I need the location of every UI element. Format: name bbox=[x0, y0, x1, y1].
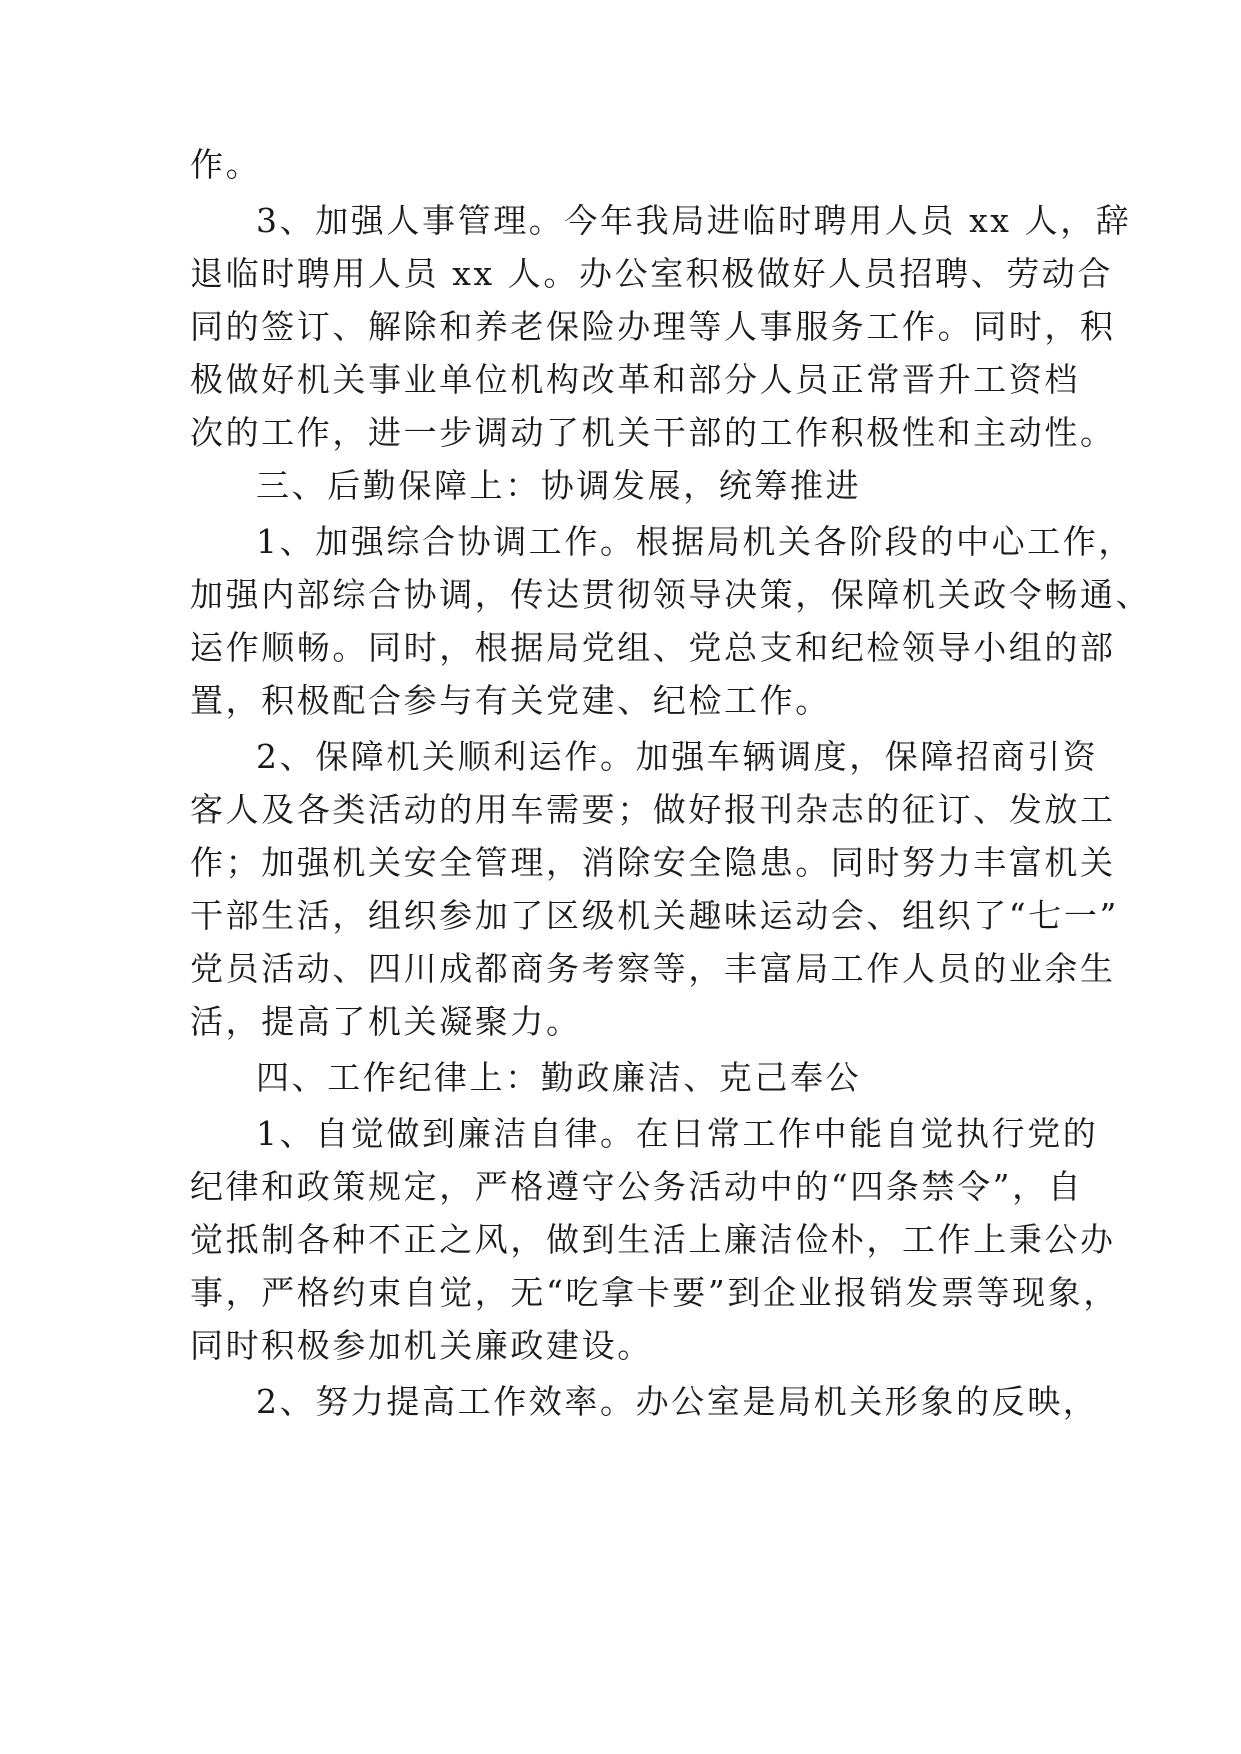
text-line: 退临时聘用人员 xx 人。办公室积极做好人员招聘、劳动合 bbox=[190, 254, 1114, 293]
text-line: 作。 bbox=[190, 145, 262, 184]
text-line: 同时积极参加机关廉政建设。 bbox=[190, 1326, 653, 1365]
text-line: 党员活动、四川成都商务考察等，丰富局工作人员的业余生 bbox=[190, 949, 1116, 988]
section-heading: 三、后勤保障上：协调发展，统筹推进 bbox=[256, 466, 862, 505]
text-line: 活，提高了机关凝聚力。 bbox=[190, 1002, 582, 1041]
text-line: 事，严格约束自觉，无“吃拿卡要”到企业报销发票等现象， bbox=[190, 1273, 1119, 1312]
text-line: 运作顺畅。同时，根据局党组、党总支和纪检领导小组的部 bbox=[190, 628, 1116, 667]
text-line: 作；加强机关安全管理，消除安全隐患。同时努力丰富机关 bbox=[190, 843, 1116, 882]
text-line: 客人及各类活动的用车需要；做好报刊杂志的征订、发放工 bbox=[190, 790, 1116, 829]
text-line: 纪律和政策规定，严格遵守公务活动中的“四条禁令”，自 bbox=[190, 1167, 1084, 1206]
text-line: 同的签订、解除和养老保险办理等人事服务工作。同时，积 bbox=[190, 307, 1116, 346]
section-heading: 四、工作纪律上：勤政廉洁、克己奉公 bbox=[256, 1058, 862, 1097]
paragraph-first-line: 1、加强综合协调工作。根据局机关各阶段的中心工作， bbox=[256, 522, 1134, 561]
paragraph-first-line: 3、加强人事管理。今年我局进临时聘用人员 xx 人，辞 bbox=[256, 201, 1132, 240]
paragraph-first-line: 1、自觉做到廉洁自律。在日常工作中能自觉执行党的 bbox=[256, 1114, 1099, 1153]
text-line: 置，积极配合参与有关党建、纪检工作。 bbox=[190, 681, 831, 720]
paragraph-first-line: 2、努力提高工作效率。办公室是局机关形象的反映， bbox=[256, 1382, 1099, 1421]
text-line: 加强内部综合协调，传达贯彻领导决策，保障机关政令畅通、 bbox=[190, 575, 1152, 614]
text-line: 极做好机关事业单位机构改革和部分人员正常晋升工资档 bbox=[190, 360, 1080, 399]
text-line: 干部生活，组织参加了区级机关趣味运动会、组织了“七一” bbox=[190, 896, 1119, 935]
text-line: 次的工作，进一步调动了机关干部的工作积极性和主动性。 bbox=[190, 413, 1116, 452]
text-line: 觉抵制各种不正之风，做到生活上廉洁俭朴，工作上秉公办 bbox=[190, 1220, 1116, 1259]
paragraph-first-line: 2、保障机关顺利运作。加强车辆调度，保障招商引资 bbox=[256, 737, 1099, 776]
